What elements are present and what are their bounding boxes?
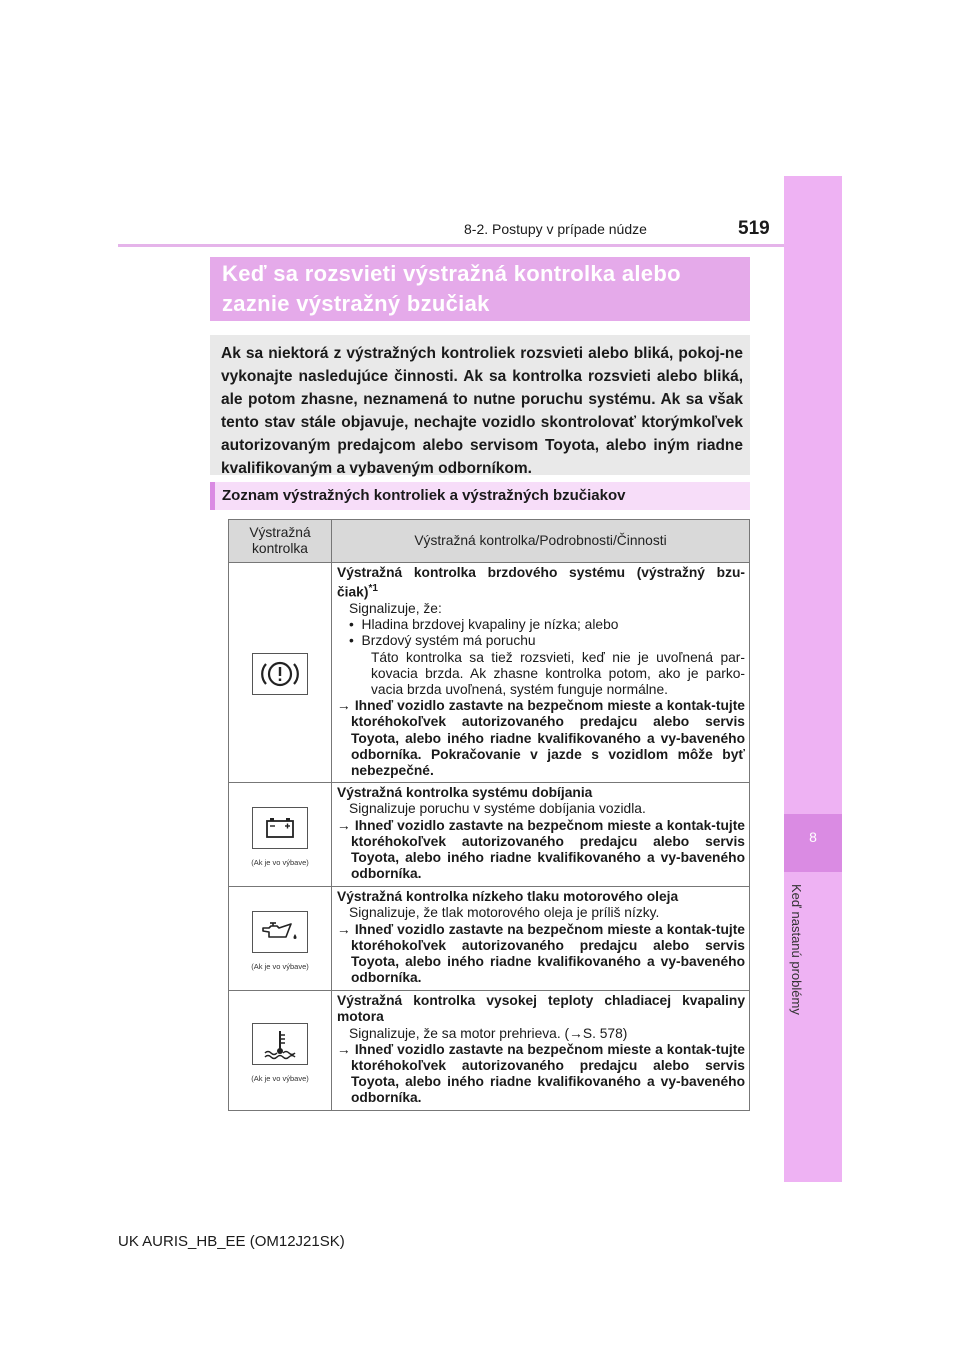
table-row: [229, 563, 750, 783]
detail-cell: [332, 563, 750, 783]
section-title: 8-2. Postupy v prípade núdze: [464, 221, 647, 237]
arrow-icon: →: [337, 921, 351, 937]
table-row: [229, 991, 750, 1111]
list-item: [337, 617, 745, 633]
row-signal: Signalizuje poruchu v systéme dobíjania vozidla.: [349, 801, 646, 817]
oil-pressure-icon: [252, 911, 308, 953]
icon-cell: [229, 991, 332, 1111]
warning-lights-table: [228, 519, 750, 1111]
footer-code: UK AURIS_HB_EE (OM12J21SK): [118, 1233, 345, 1250]
arrow-icon: →: [337, 698, 351, 714]
action-text: Ihneď vozidlo zastavte na bezpečnom mieste a kontak-tujte ktoréhokoľvek autorizovaného predajcu alebo servis Toyota, alebo iného riadne kvalifikovaného a vy-baveného odborníka.: [351, 817, 745, 882]
table-header-row: [229, 520, 750, 563]
row-signal: Signalizuje, že:: [349, 601, 442, 616]
table-row: [229, 783, 750, 887]
row-title: Výstražná kontrolka systému dobíjania: [337, 785, 593, 801]
intro-text: Ak sa niektorá z výstražných kontroliek rozsvieti alebo bliká, pokoj-ne vykonajte nasledujúce činnosti. Ak sa kontrolka rozsvieti alebo bliká, ale potom zhasne, neznamená to nutne poruchu systému. Ak sa však tento stav stále objavuje, nechajte vozidlo skontrolovať ktorýmkoľvek autorizovaným predajcom alebo servisom Toyota, alebo iným riadne kvalifikovaným a vybaveným odborníkom.: [221, 345, 743, 477]
icon-cell: [229, 887, 332, 991]
row-action: [337, 698, 745, 779]
coolant-temperature-icon: [252, 1023, 308, 1065]
chapter-label: [786, 884, 804, 1044]
row-title: Výstražná kontrolka vysokej teploty chladiacej kvapaliny motora: [337, 993, 745, 1025]
bullet-text: Brzdový systém má poruchu: [361, 633, 536, 649]
arrow-icon: →: [337, 1041, 351, 1057]
header-rule: [118, 244, 784, 247]
equipment-note: (Ak je vo výbave): [251, 1073, 309, 1083]
action-text: Ihneď vozidlo zastavte na bezpečnom mieste a kontak-tujte ktoréhokoľvek autorizovaného predajcu alebo servis Toyota, alebo iného riadne kvalifikovaného a vy-baveného odborníka.: [351, 921, 745, 986]
brake-warning-icon: [252, 653, 308, 695]
subheading: Zoznam výstražných kontroliek a výstražných bzučiakov: [222, 487, 626, 504]
table-row: [229, 887, 750, 991]
row-detail: Táto kontrolka sa tiež rozsvieti, keď nie je uvoľnená par-kovacia brzda. Ak zhasne kontrolka potom, ako je parko-vacia brzda uvoľnená, systém funguje normálne.: [371, 649, 745, 698]
row-signal: Signalizuje, že sa motor prehrieva. (→S. 578): [349, 1025, 628, 1041]
bullet-text: Hladina brzdovej kvapaliny je nízka; alebo: [361, 617, 619, 633]
chapter-label-text: Keď nastanú problémy: [789, 884, 804, 1015]
action-text: Ihneď vozidlo zastavte na bezpečnom mieste a kontak-tujte ktoréhokoľvek autorizovaného predajcu alebo servis Toyota, alebo iného riadne kvalifikovaného a vy-baveného odborníka. Pokračovanie v jazde s vozidlom môže byť nebezpečné.: [351, 698, 745, 779]
row-signal: Signalizuje, že tlak motorového oleja je príliš nízky.: [349, 905, 660, 921]
action-text: Ihneď vozidlo zastavte na bezpečnom mieste a kontak-tujte ktoréhokoľvek autorizovaného predajcu alebo servis Toyota, alebo iného riadne kvalifikovaného a vy-baveného odborníka.: [351, 1041, 745, 1106]
detail-cell: [332, 887, 750, 991]
page-title: Keď sa rozsvieti výstražná kontrolka alebo zaznie výstražný bzučiak: [222, 261, 681, 316]
chapter-number: 8: [809, 829, 817, 845]
icon-cell: [229, 783, 332, 887]
arrow-icon: →: [337, 817, 351, 833]
row-action: [337, 922, 745, 987]
list-item: [337, 633, 745, 649]
equipment-note: (Ak je vo výbave): [251, 961, 309, 971]
column-header-light: Výstražná kontrolka: [229, 520, 332, 563]
page-number: 519: [738, 218, 770, 239]
row-title: Výstražná kontrolka nízkeho tlaku motorového oleja: [337, 889, 679, 905]
equipment-note: (Ak je vo výbave): [251, 857, 309, 867]
row-title: Výstražná kontrolka brzdového systému (výstražný bzu-čiak): [337, 565, 745, 600]
bullet-icon: •: [349, 617, 354, 633]
icon-cell: [229, 563, 332, 783]
footnote-marker: *1: [368, 583, 378, 595]
battery-icon: [252, 807, 308, 849]
row-action: [337, 818, 745, 883]
row-action: [337, 1042, 745, 1107]
column-header-details: Výstražná kontrolka/Podrobnosti/Činnosti: [332, 520, 750, 563]
bullet-icon: •: [349, 633, 354, 649]
detail-cell: [332, 783, 750, 887]
detail-cell: [332, 991, 750, 1111]
